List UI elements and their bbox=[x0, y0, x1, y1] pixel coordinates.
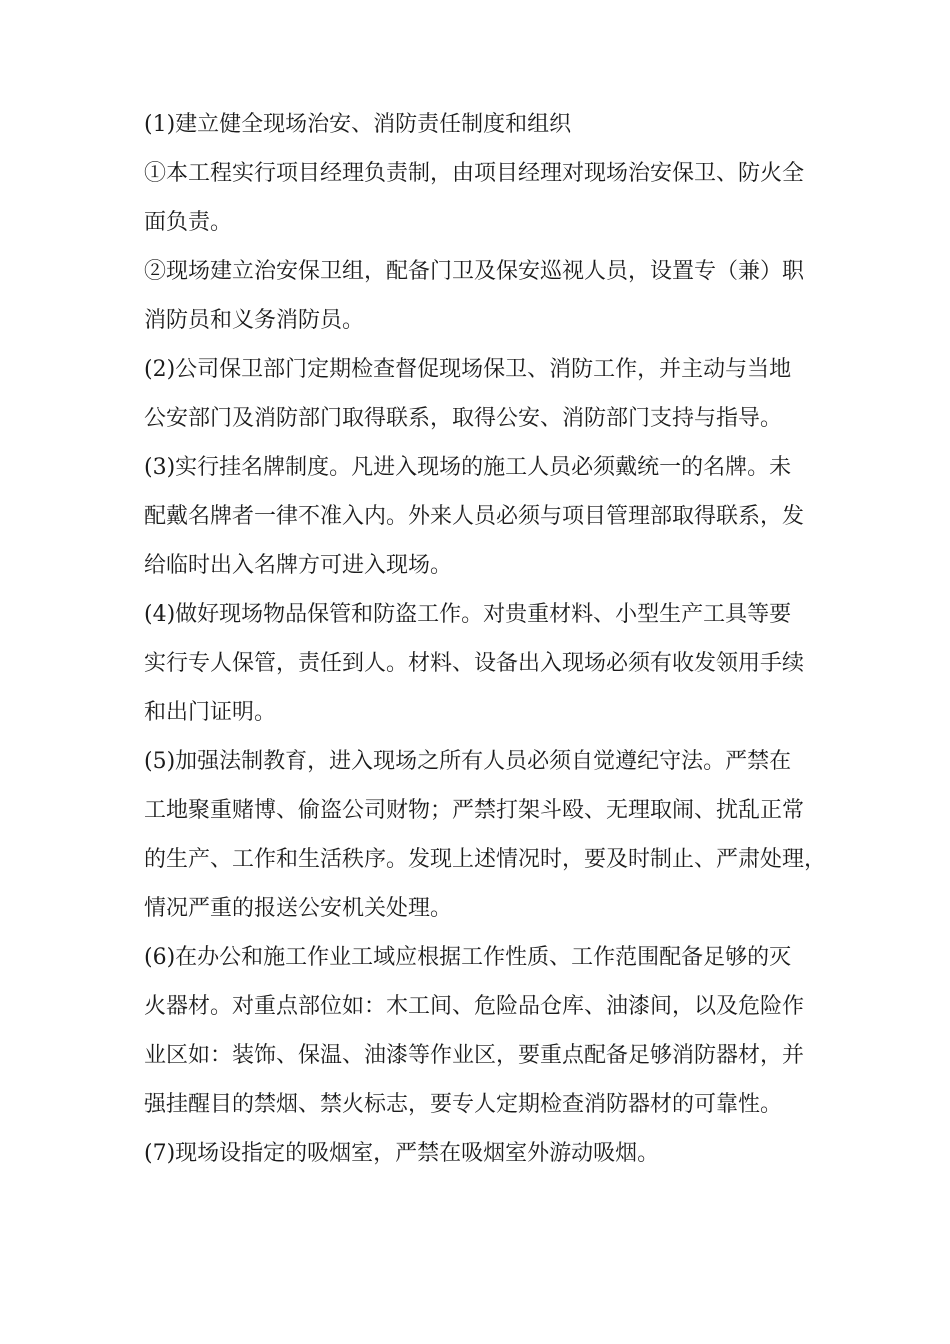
paragraph-7 bbox=[144, 1129, 819, 1178]
text-line: (7)现场设指定的吸烟室，严禁在吸烟室外游动吸烟。 bbox=[144, 1141, 660, 1166]
paragraph-5 bbox=[144, 737, 827, 933]
text-line: 业区如：装饰、保温、油漆等作业区，要重点配备足够消防器材，并 bbox=[144, 1043, 805, 1068]
text-line: (2)公司保卫部门定期检查督促现场保卫、消防工作，并主动与当地 bbox=[144, 357, 792, 382]
text-line: (6)在办公和施工作业工域应根据工作性质、工作范围配备足够的灭 bbox=[144, 945, 792, 970]
text-line: (4)做好现场物品保管和防盗工作。对贵重材料、小型生产工具等要 bbox=[144, 602, 792, 627]
text-line: 公安部门及消防部门取得联系，取得公安、消防部门支持与指导。 bbox=[144, 406, 783, 431]
text-line: 工地聚重赌博、偷盗公司财物；严禁打架斗殴、无理取闹、扰乱正常 bbox=[144, 798, 805, 823]
text-line: 实行专人保管，责任到人。材料、设备出入现场必须有收发领用手续 bbox=[144, 651, 805, 676]
text-line: (5)加强法制教育，进入现场之所有人员必须自觉遵纪守法。严禁在 bbox=[144, 749, 792, 774]
paragraph-2 bbox=[144, 345, 819, 443]
text-line: 配戴名牌者一律不准入内。外来人员必须与项目管理部取得联系，发 bbox=[144, 504, 805, 529]
text-line: 消防员和义务消防员。 bbox=[144, 308, 365, 333]
text-line: 面负责。 bbox=[144, 210, 233, 235]
paragraph-4 bbox=[144, 590, 819, 737]
paragraph-3 bbox=[144, 443, 819, 590]
text-line: 的生产、工作和生活秩序。发现上述情况时，要及时制止、严肃处理， bbox=[144, 847, 827, 872]
text-line: (1)建立健全现场治安、消防责任制度和组织 bbox=[144, 112, 572, 137]
text-line: 情况严重的报送公安机关处理。 bbox=[144, 896, 453, 921]
text-line: 强挂醒目的禁烟、禁火标志，要专人定期检查消防器材的可靠性。 bbox=[144, 1092, 783, 1117]
text-line: 给临时出入名牌方可进入现场。 bbox=[144, 553, 453, 578]
paragraph-1-2 bbox=[144, 247, 819, 345]
text-line: 火器材。对重点部位如：木工间、危险品仓库、油漆间，以及危险作 bbox=[144, 994, 805, 1019]
paragraph-1-1 bbox=[144, 149, 819, 247]
text-line: ②现场建立治安保卫组，配备门卫及保安巡视人员，设置专（兼）职 bbox=[144, 259, 805, 284]
text-line: ①本工程实行项目经理负责制，由项目经理对现场治安保卫、防火全 bbox=[144, 161, 805, 186]
paragraph-1 bbox=[144, 100, 819, 149]
text-line: 和出门证明。 bbox=[144, 700, 277, 725]
paragraph-6 bbox=[144, 933, 819, 1129]
text-line: (3)实行挂名牌制度。凡进入现场的施工人员必须戴统一的名牌。未 bbox=[144, 455, 792, 480]
document-body bbox=[144, 100, 827, 1178]
